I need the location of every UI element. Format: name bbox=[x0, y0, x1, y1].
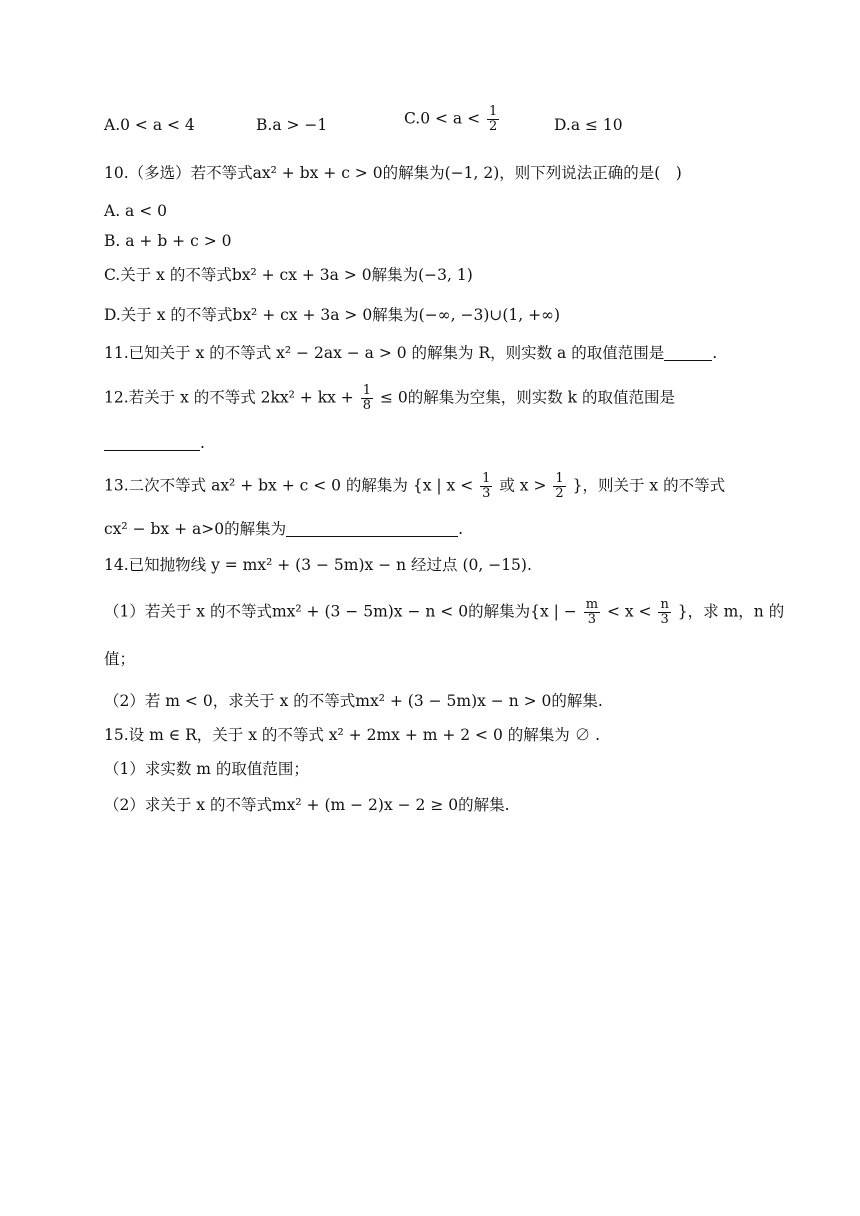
frac-num: m bbox=[585, 597, 599, 612]
frac-num: 1 bbox=[362, 383, 371, 398]
q15-stem: 15.设 m ∈ R，关于 x 的不等式 x² + 2mx + m + 2 < 0 的解集为 ∅ . bbox=[104, 726, 601, 744]
option-expr: a ≤ 10 bbox=[570, 116, 623, 134]
q14-part1 bbox=[104, 598, 784, 627]
q12-answer-line bbox=[104, 432, 205, 454]
frac-den: 2 bbox=[489, 119, 498, 134]
option-label: C. bbox=[404, 109, 421, 128]
option-expr: 0 < a < bbox=[420, 109, 481, 128]
q10-stem: 10.（多选）若不等式ax² + bx + c > 0的解集为(−1, 2)，则下列说法正确的是( ) bbox=[104, 164, 682, 182]
q13-line2-text: cx² − bx + a>0的解集为 bbox=[104, 520, 287, 538]
set-open: {x | − bbox=[530, 602, 577, 621]
frac-den: 3 bbox=[482, 486, 491, 501]
q9-option-d bbox=[554, 116, 623, 134]
option-label: D. bbox=[554, 116, 571, 134]
frac-num: n bbox=[660, 597, 669, 612]
q14-part2: （2）若 m < 0，求关于 x 的不等式mx² + (3 − 5m)x − n > 0的解集. bbox=[104, 692, 603, 710]
q10-option-b: B. a + b + c > 0 bbox=[104, 232, 232, 250]
q9-option-a bbox=[104, 116, 195, 134]
q12-post: ≤ 0的解集为空集，则实数 k 的取值范围是 bbox=[379, 388, 675, 407]
q13-line bbox=[104, 472, 725, 501]
q10-option-a: A. a < 0 bbox=[104, 202, 167, 220]
q15-part1: （1）求实数 m 的取值范围； bbox=[104, 760, 309, 778]
q13-pre: 13.二次不等式 ax² + bx + c < 0 的解集为 {x | x < bbox=[104, 476, 474, 495]
fraction bbox=[480, 472, 492, 501]
q13-end: . bbox=[458, 520, 464, 538]
q15-part2: （2）求关于 x 的不等式mx² + (m − 2)x − 2 ≥ 0的解集. bbox=[104, 796, 510, 814]
option-label: B. bbox=[256, 116, 273, 134]
q9-option-c bbox=[404, 105, 501, 134]
q11-text: 11.已知关于 x 的不等式 x² − 2ax − a > 0 的解集为 R，则实数 a 的取值范围是 bbox=[104, 344, 665, 362]
q11-end: . bbox=[712, 344, 718, 362]
frac-den: 3 bbox=[660, 612, 669, 627]
q12-line bbox=[104, 384, 675, 413]
q9-option-b bbox=[256, 116, 327, 134]
option-expr: 0 < a < 4 bbox=[120, 116, 195, 134]
q14-stem: 14.已知抛物线 y = mx² + (3 − 5m)x − n 经过点 (0, −15). bbox=[104, 556, 532, 574]
q14-p1-post: ，求 m，n 的 bbox=[687, 602, 785, 621]
answer-blank bbox=[286, 520, 458, 537]
set-close: } bbox=[677, 602, 688, 621]
q10-option-d: D.关于 x 的不等式bx² + cx + 3a > 0解集为(−∞, −3)∪(1, +∞) bbox=[104, 306, 561, 324]
q11-line bbox=[104, 342, 717, 364]
set-mid: < x < bbox=[606, 602, 652, 621]
q14-p1-pre: （1）若关于 x 的不等式mx² + (3 − 5m)x − n < 0的解集为 bbox=[104, 602, 531, 621]
fraction bbox=[584, 598, 600, 627]
frac-num: 1 bbox=[489, 104, 498, 119]
q14-part1-line2: 值； bbox=[104, 650, 136, 668]
frac-den: 8 bbox=[362, 398, 371, 413]
fraction bbox=[658, 598, 670, 627]
frac-den: 3 bbox=[587, 612, 596, 627]
fraction bbox=[553, 472, 565, 501]
answer-blank bbox=[664, 344, 712, 361]
fraction bbox=[361, 384, 373, 413]
option-label: A. bbox=[104, 116, 121, 134]
q13-line-2 bbox=[104, 518, 463, 540]
option-expr: a > −1 bbox=[272, 116, 328, 134]
frac-den: 2 bbox=[555, 486, 564, 501]
answer-blank bbox=[104, 434, 200, 451]
q12-pre: 12.若关于 x 的不等式 2kx² + kx + bbox=[104, 388, 354, 407]
frac-num: 1 bbox=[482, 471, 491, 486]
fraction bbox=[487, 105, 499, 134]
q13-post: }，则关于 x 的不等式 bbox=[572, 476, 726, 495]
frac-num: 1 bbox=[555, 471, 564, 486]
q12-end: . bbox=[200, 434, 205, 452]
q13-mid: 或 x > bbox=[499, 476, 547, 495]
q10-option-c: C.关于 x 的不等式bx² + cx + 3a > 0解集为(−3, 1) bbox=[104, 266, 473, 284]
